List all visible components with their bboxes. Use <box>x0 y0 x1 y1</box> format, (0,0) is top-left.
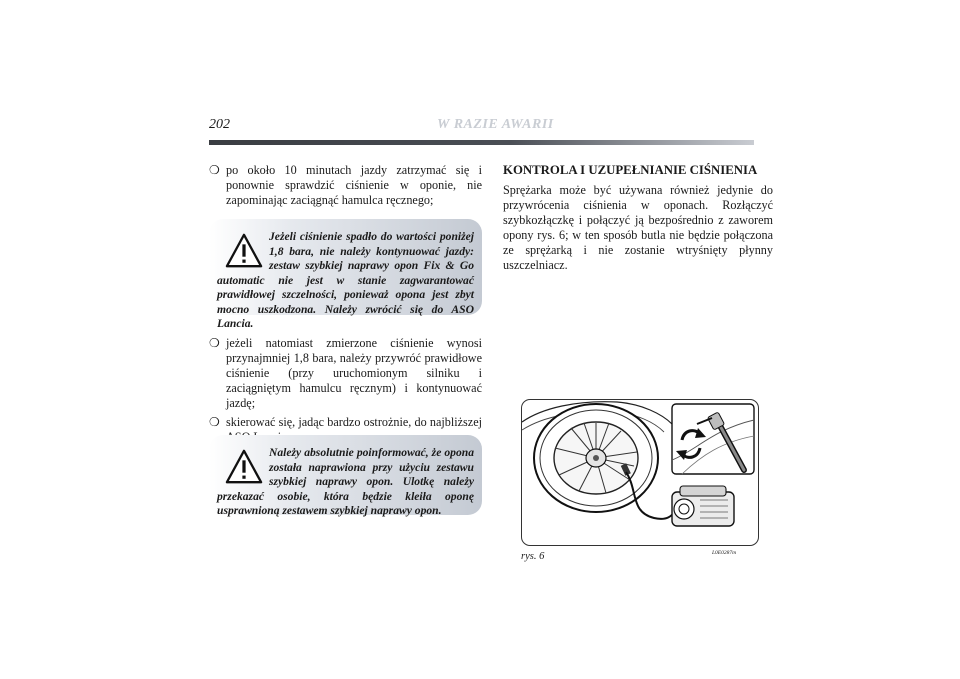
left-column-middle <box>209 336 482 449</box>
bullet-item <box>209 163 482 208</box>
section-title: W RAZIE AWARII <box>437 117 554 132</box>
warning-text: Jeżeli ciśnienie spadło do wartości poniżej 1,8 bara, nie należy kontynuować jazdy: zestaw szybkiej naprawy opon Fix & Go automatic nie jest w stanie zagwarantować prawidłowej szczelności, ponieważ opona jest zbyt mocno uszkodzona. Należy zwrócić się do ASO Lancia. <box>217 230 474 330</box>
bullet-text: skierować się, jadąc bardzo ostrożnie, do najbliższej <box>226 415 482 429</box>
left-column-top <box>209 163 482 212</box>
circle-bullet-icon: ❍ <box>209 415 220 429</box>
circle-bullet-icon: ❍ <box>209 336 220 350</box>
section-heading: KONTROLA I UZUPEŁNIANIE CIŚNIENIA <box>503 163 758 177</box>
header-rule <box>209 140 754 145</box>
figure-code: L0E0287m <box>712 550 737 556</box>
bullet-text: po około 10 minutach jazdy zatrzymać się i ponownie sprawdzić ciśnienie w oponie, nie zapominając zaciągnąć hamulca ręcznego; <box>226 163 482 207</box>
circle-bullet-icon: ❍ <box>209 163 220 177</box>
figure-label: rys. 6 <box>521 551 545 562</box>
body-paragraph: Sprężarka może być używana również jedynie do przywrócenia ciśnienia w oponach. Rozłączyć szybkozłączkę i połączyć ją bezpośrednio z zaworem opony rys. 6; w ten sposób butla nie będzie połączona ze sprężarką i nie zostanie wtryśnięty płynny uszczelniacz. <box>503 183 773 272</box>
bullet-text: jeżeli natomiast zmierzone ciśnienie wynosi przynajmniej 1,8 bara, należy przywróć prawidłowe ciśnienie (przy uruchomionym silniku i zaciągniętym hamulcu ręcznym) i kontynuować jazdę; <box>226 336 482 410</box>
warning-text: Należy absolutnie poinformować, że opona została naprawiona przy użyciu zestawu szybkiej naprawy opon. Ulotkę należy przekazać osobie, która będzie kleiła oponę usprawnioną zestawem szybkiej naprawy opon. <box>217 446 474 517</box>
warning-triangle-icon <box>225 232 263 270</box>
compressor-tyre-illustration <box>522 400 758 545</box>
right-column <box>503 163 773 273</box>
bullet-item <box>209 336 482 411</box>
warning-box <box>209 219 482 330</box>
warning-triangle-icon <box>225 448 263 486</box>
warning-box <box>209 435 482 515</box>
figure-compressor-illustration <box>521 399 759 546</box>
page-number: 202 <box>209 117 230 132</box>
